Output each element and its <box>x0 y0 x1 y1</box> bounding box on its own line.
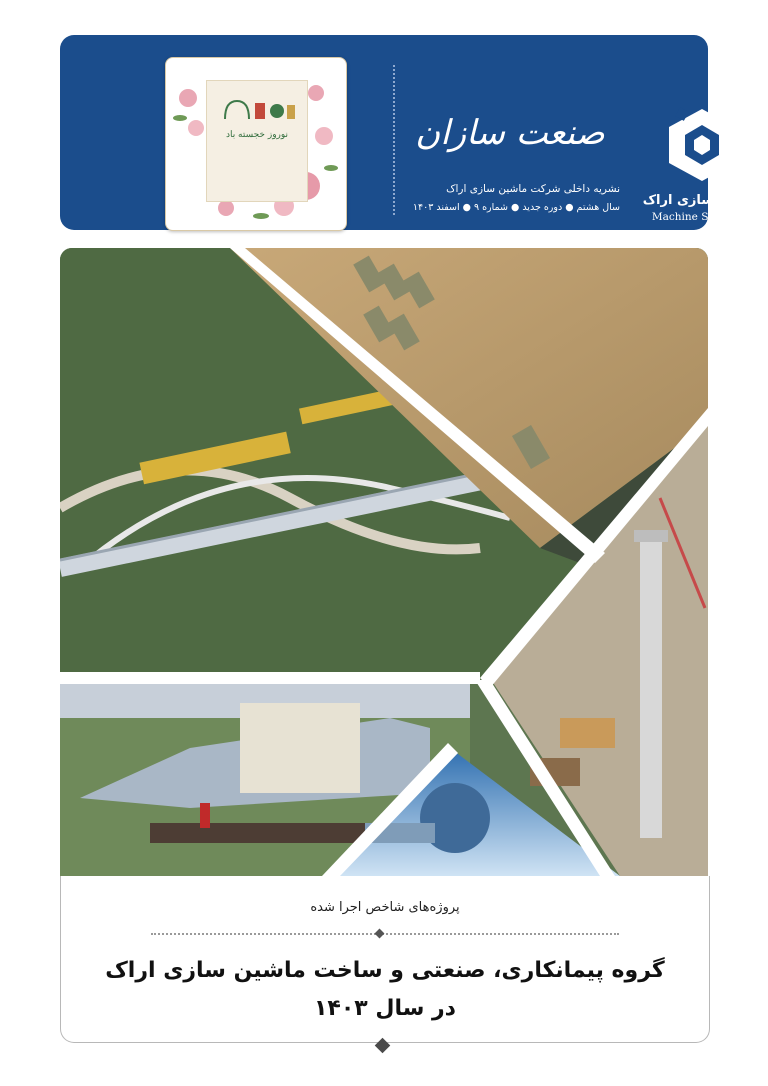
company-name-en: Machine Sazi Arak <box>651 211 753 223</box>
greeting-text: نوروز خجسته باد <box>225 130 289 140</box>
masthead <box>60 35 762 230</box>
cover-headline <box>81 952 689 1028</box>
greeting-frame <box>206 80 308 202</box>
issue-info: سال هشتم ● دوره جدید ● شماره ۹ ● اسفند ۱۴۰۳ <box>412 202 620 213</box>
haft-sin-icon <box>207 87 307 127</box>
separator-diamond-icon <box>375 929 385 939</box>
cover-kicker: پروژه‌های شاخص اجرا شده <box>310 900 460 915</box>
headline-line-2: در سال ۱۴۰۳ <box>314 996 456 1021</box>
projects-photo-collage <box>60 248 708 876</box>
company-name-fa: ماشین سازی اراک <box>642 193 762 208</box>
distillation-column-icon <box>640 538 662 838</box>
magazine-title: صنعت سازان <box>415 113 605 153</box>
nowruz-greeting-card <box>165 57 347 231</box>
magazine-subtitle: نشریه داخلی شرکت ماشین سازی اراک <box>446 183 620 195</box>
headline-line-1: گروه پیمانکاری، صنعتی و ساخت ماشین سازی اراک <box>105 958 665 983</box>
company-logo-icon <box>657 101 747 181</box>
dotted-separator <box>151 933 619 935</box>
cover-story-box <box>60 876 710 1043</box>
collage-illustration <box>60 248 708 876</box>
header-divider <box>393 65 395 215</box>
